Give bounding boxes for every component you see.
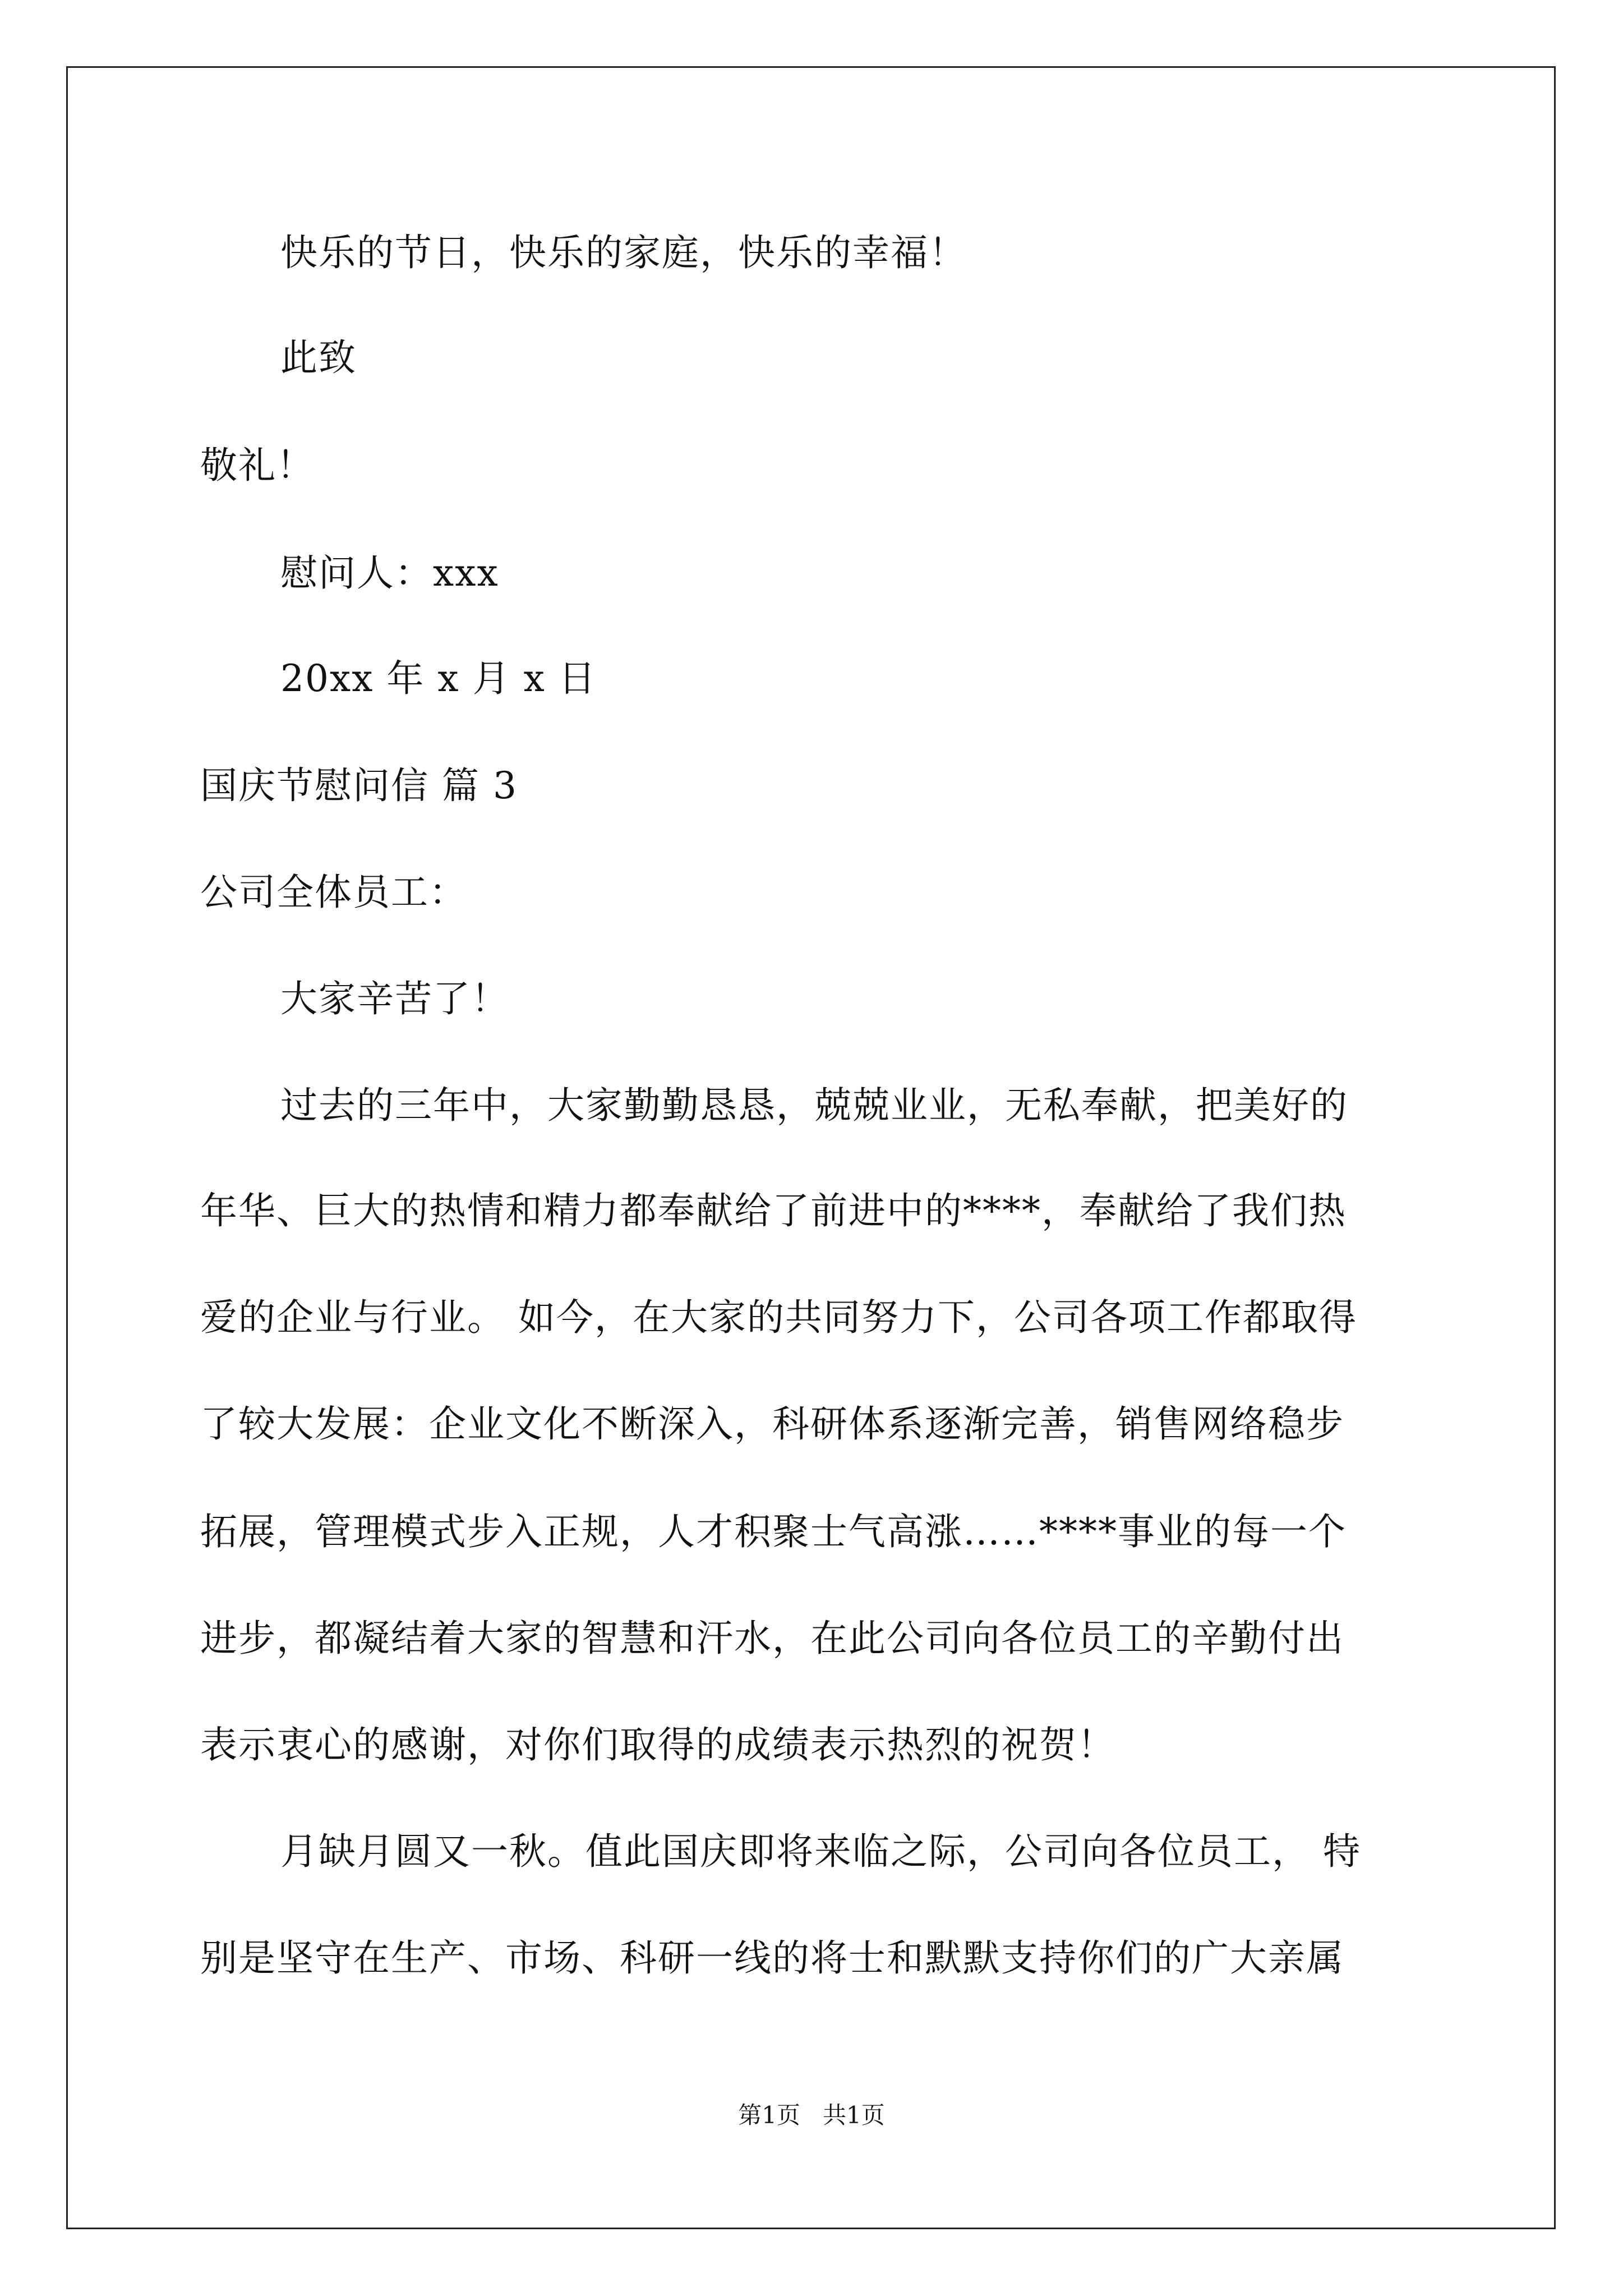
section-heading: 国庆节慰问信 篇 3 bbox=[200, 764, 518, 807]
page-footer: 第1页 共1页 bbox=[738, 2101, 885, 2129]
paragraph-line: 表示衷心的感谢，对你们取得的成绩表示热烈的祝贺！ bbox=[200, 1723, 1115, 1766]
text-line-date: 20xx 年 x 月 x 日 bbox=[280, 657, 597, 700]
text-line-sender: 慰问人：xxx bbox=[280, 551, 499, 595]
text-line-greeting: 大家辛苦了！ bbox=[280, 977, 509, 1020]
text-line-salutation: 此致 bbox=[280, 336, 357, 379]
page-frame bbox=[66, 66, 1556, 2229]
paragraph-line: 爱的企业与行业。 如今，在大家的共同努力下，公司各项工作都取得 bbox=[200, 1296, 1357, 1339]
paragraph-line: 进步，都凝结着大家的智慧和汗水，在此公司向各位员工的辛勤付出 bbox=[200, 1617, 1344, 1660]
paragraph-line: 拓展，管理模式步入正规，人才积聚士气高涨……****事业的每一个 bbox=[200, 1510, 1347, 1553]
text-line-addressee: 公司全体员工： bbox=[200, 871, 467, 914]
paragraph-line: 月缺月圆又一秋。值此国庆即将来临之际，公司向各位员工， 特 bbox=[280, 1830, 1361, 1873]
paragraph-line: 年华、巨大的热情和精力都奉献给了前进中的****，奉献给了我们热 bbox=[200, 1189, 1347, 1232]
paragraph-line: 了较大发展：企业文化不断深入，科研体系逐渐完善，销售网络稳步 bbox=[200, 1402, 1344, 1446]
paragraph-line: 别是坚守在生产、市场、科研一线的将士和默默支持你们的广大亲属 bbox=[200, 1936, 1344, 1980]
paragraph-line: 过去的三年中，大家勤勤恳恳，兢兢业业，无私奉献，把美好的 bbox=[280, 1084, 1348, 1127]
text-line-blessing: 快乐的节日，快乐的家庭，快乐的幸福！ bbox=[280, 231, 967, 274]
text-line-regards: 敬礼！ bbox=[200, 444, 315, 487]
